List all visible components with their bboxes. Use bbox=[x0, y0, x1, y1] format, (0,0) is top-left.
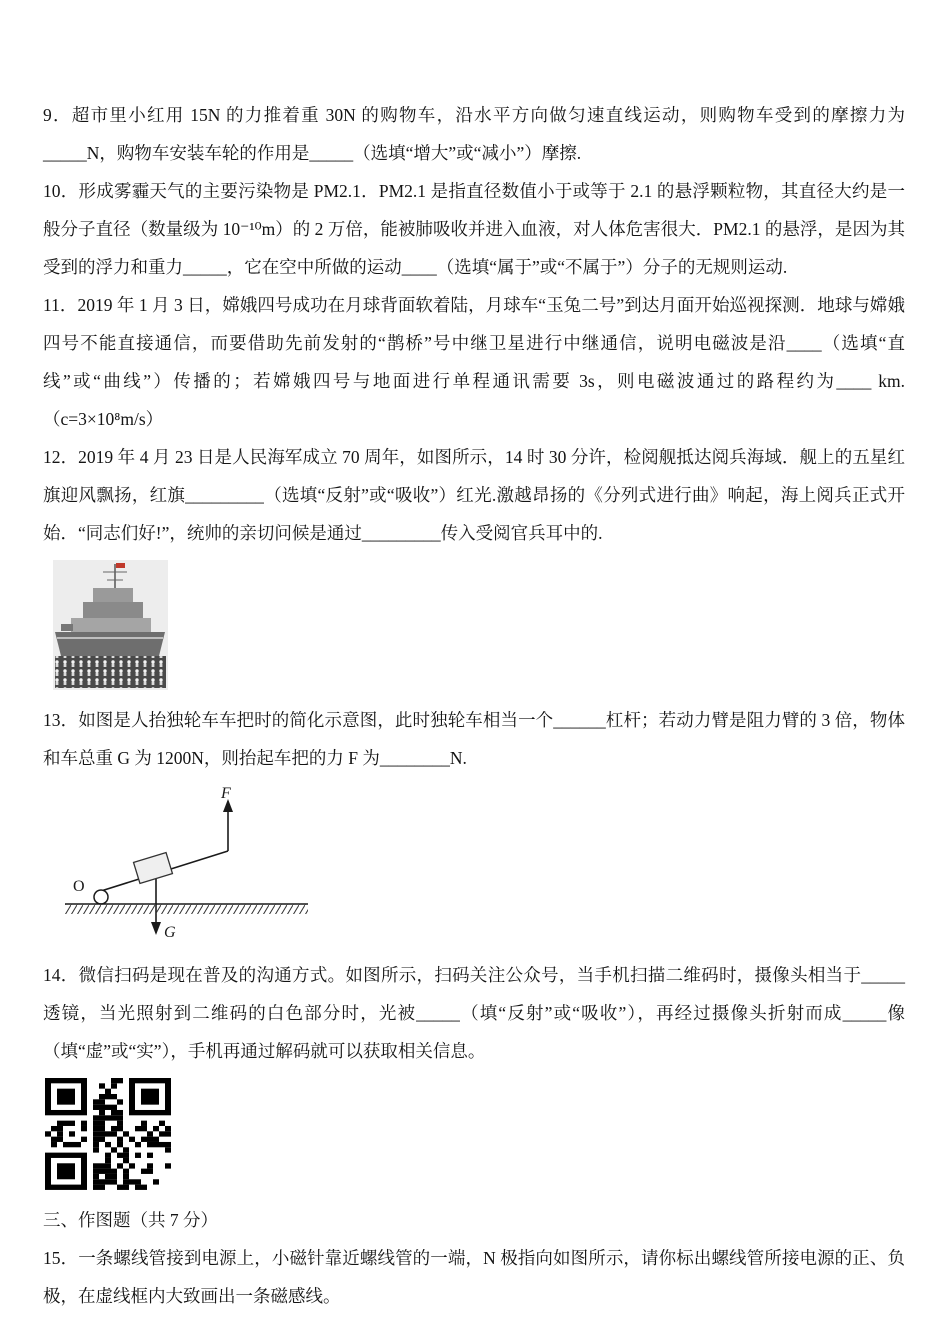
lever-diagram-graphic bbox=[53, 785, 323, 945]
question-9: 9．超市里小红用 15N 的力推着重 30N 的购物车，沿水平方向做匀速直线运动，则购物车受到的摩擦力为_____N，购物车安装车轮的作用是_____（选填“增大”或“减小”）摩擦. bbox=[43, 105, 905, 163]
lever-diagram bbox=[53, 785, 905, 950]
ground-hatching bbox=[65, 904, 308, 914]
fulcrum-label: O bbox=[73, 878, 85, 895]
ship-photo bbox=[53, 560, 905, 695]
qr-code-graphic bbox=[45, 1078, 171, 1190]
question-12: 12．2019 年 4 月 23 日是人民海军成立 70 周年，如图所示，14 时 30 分许，检阅舰抵达阅兵海域．舰上的五星红旗迎风飘扬，红旗_________（选填“反射”或“吸收”）红光.激越昂扬的《分列式进行曲》响起，海上阅兵正式开始．“同志们好!”，统帅的亲切问候是通过_________传入受阅官兵耳中的. bbox=[43, 447, 905, 543]
load-box bbox=[134, 853, 173, 884]
question-10: 10．形成雾霾天气的主要污染物是 PM2.1．PM2.1 是指直径数值小于或等于 2.1 的悬浮颗粒物，其直径大约是一般分子直径（数量级为 10⁻¹⁰m）的 2 万倍，能被肺吸收并进入血液，对人体危害很大．PM2.1 的悬浮，是因为其受到的浮力和重力_____，它在空中所做的运动____（选填“属于”或“不属于”）分子的无规则运动. bbox=[43, 181, 905, 277]
ship-photo-graphic bbox=[53, 560, 168, 690]
force-label: F bbox=[221, 785, 231, 802]
question-11: 11．2019 年 1 月 3 日，嫦娥四号成功在月球背面软着陆，月球车“玉兔二号”到达月面开始巡视探测．地球与嫦娥四号不能直接通信，而要借助先前发射的“鹊桥”号中继卫星进行中继通信，说明电磁波是沿____（选填“直线”或“曲线”）传播的；若嫦娥四号与地面进行单程通讯需要 3s，则电磁波通过的路程约为____ km.（c=3×10⁸m/s） bbox=[43, 295, 905, 429]
question-13: 13．如图是人抬独轮车车把时的简化示意图，此时独轮车相当一个______杠杆；若动力臂是阻力臂的 3 倍，物体和车总重 G 为 1200N，则抬起车把的力 F 为________N. bbox=[43, 710, 905, 768]
sailors-rows bbox=[55, 656, 166, 688]
gravity-label: G bbox=[164, 924, 176, 941]
qr-code-image bbox=[45, 1078, 905, 1195]
ship-flag bbox=[116, 563, 125, 568]
gravity-arrowhead bbox=[151, 922, 161, 935]
section-title-drawing: 三、作图题（共 7 分） bbox=[43, 1210, 218, 1230]
question-15: 15．一条螺线管接到电源上，小磁针靠近螺线管的一端，N 极指向如图所示，请你标出螺线管所接电源的正、负极，在虚线框内大致画出一条磁感线。 bbox=[43, 1248, 905, 1306]
question-14: 14．微信扫码是现在普及的沟通方式。如图所示，扫码关注公众号，当手机扫描二维码时，摄像头相当于_____透镜，当光照射到二维码的白色部分时，光被_____（填“反射”或“吸收”），再经过摄像头折射而成_____像（填“虚”或“实”），手机再通过解码就可以获取相关信息。 bbox=[43, 965, 905, 1061]
